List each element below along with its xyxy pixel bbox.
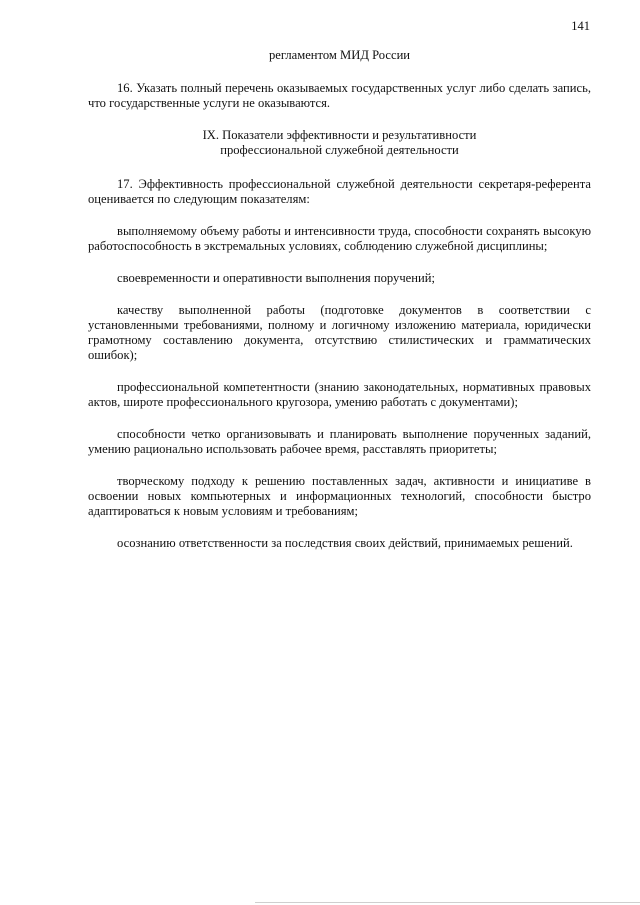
- indicator-paragraph: творческому подходу к решению поставленных задач, активности и инициативе в освоении новых компьютерных и информационных технологий, способности быстро адаптироваться к новым условиям и требованиям;: [88, 474, 591, 518]
- indicator-paragraph: качеству выполненной работы (подготовке документов в соответствии с установленными требованиями, полному и логичному изложению материала, юридически грамотному составлению документа, отсутствию стилистических и грамматических ошибок);: [88, 303, 591, 362]
- section-heading-line-1: IX. Показатели эффективности и результативности: [202, 128, 477, 142]
- indicator-paragraph: осознанию ответственности за последствия своих действий, принимаемых решений.: [117, 536, 573, 550]
- indicator-paragraph: способности четко организовывать и планировать выполнение порученных заданий, умению рационально использовать рабочее время, расставлять приоритеты;: [88, 427, 591, 456]
- indicator-paragraph: профессиональной компетентности (знанию законодательных, нормативных правовых актов, широте профессионального кругозора, умению работать с документами);: [88, 380, 591, 409]
- section-heading-line-2: профессиональной служебной деятельности: [220, 143, 459, 157]
- page-number: 141: [571, 19, 590, 33]
- item-16-paragraph: 16. Указать полный перечень оказываемых государственных услуг либо сделать запись, что государственные услуги не оказываются.: [88, 81, 591, 110]
- section-heading: [88, 128, 591, 158]
- indicator-paragraph: выполняемому объему работы и интенсивности труда, способности сохранять высокую работоспособность в экстремальных условиях, соблюдению служебной дисциплины;: [88, 224, 591, 253]
- document-body: [88, 48, 591, 568]
- scan-edge-line: [255, 902, 640, 903]
- indicator-paragraph: своевременности и оперативности выполнения поручений;: [117, 271, 435, 285]
- item-17-intro: 17. Эффективность профессиональной служебной деятельности секретаря-референта оценивается по следующим показателям:: [88, 177, 591, 206]
- continuation-line: регламентом МИД России: [268, 48, 411, 62]
